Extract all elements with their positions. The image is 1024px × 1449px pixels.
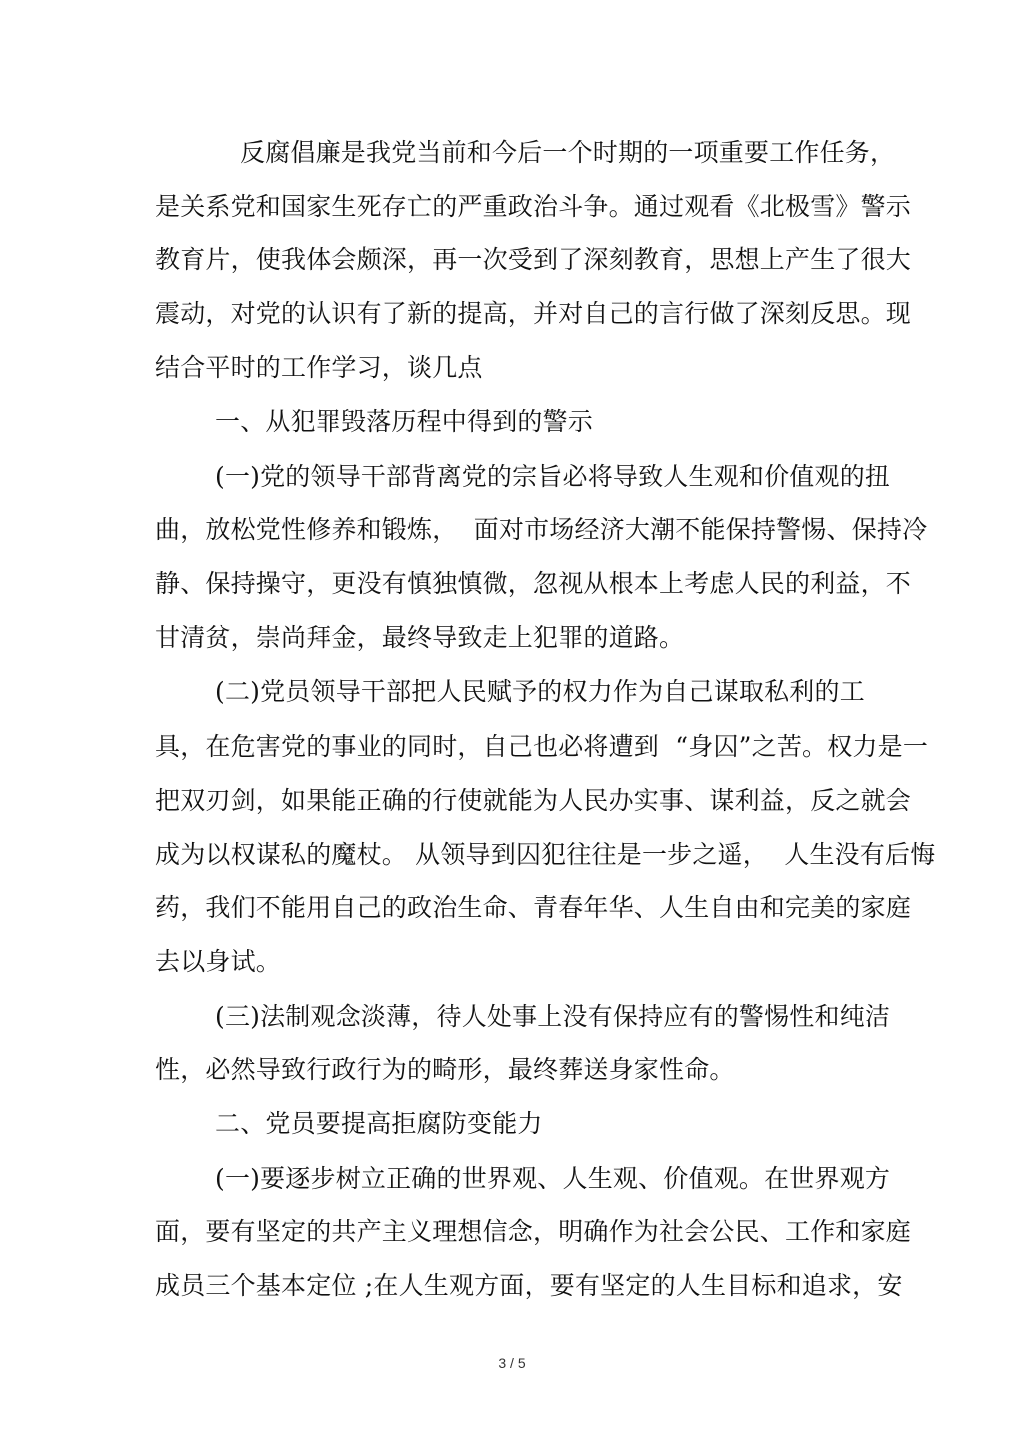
section-heading: 一、从犯罪毁落历程中得到的警示 xyxy=(215,407,594,436)
text-line: 成为以权谋私的魔杖。 从领导到囚犯往往是一步之遥， 人生没有后悔 xyxy=(155,840,936,869)
text-line: 药，我们不能用自己的政治生命、青春年华、人生自由和完美的家庭 xyxy=(155,893,912,922)
text-line: 是关系党和国家生死存亡的严重政治斗争。通过观看《北极雪》警示 xyxy=(155,192,912,221)
text-line: (一)党的领导干部背离党的宗旨必将导致人生观和价值观的扭 xyxy=(215,462,891,491)
text-line: 静、保持操守，更没有慎独慎微，忽视从根本上考虑人民的利益，不 xyxy=(155,569,912,598)
text-line: (二)党员领导干部把人民赋予的权力作为自己谋取私利的工 xyxy=(215,677,865,706)
text-line: 去以身试。 xyxy=(155,947,282,976)
text-line: 反腐倡廉是我党当前和今后一个时期的一项重要工作任务， xyxy=(240,138,896,167)
text-line: (三)法制观念淡薄，待人处事上没有保持应有的警惕性和纯洁 xyxy=(215,1002,891,1031)
text-line: (一)要逐步树立正确的世界观、人生观、价值观。在世界观方 xyxy=(215,1164,891,1193)
section-heading: 二、党员要提高拒腐防变能力 xyxy=(215,1109,543,1138)
text-line: 具，在危害党的事业的同时，自己也必将遭到 “身囚”之苦。权力是一 xyxy=(155,732,929,761)
page-number: 3 / 5 xyxy=(498,1355,526,1371)
text-line: 甘清贫，崇尚拜金，最终导致走上犯罪的道路。 xyxy=(155,623,685,652)
text-line: 成员三个基本定位 ;在人生观方面，要有坚定的人生目标和追求，安 xyxy=(155,1271,903,1300)
text-line: 震动，对党的认识有了新的提高，并对自己的言行做了深刻反思。现 xyxy=(155,299,912,328)
text-line: 把双刃剑，如果能正确的行使就能为人民办实事、谋利益，反之就会 xyxy=(155,786,912,815)
text-line: 教育片，使我体会颇深，再一次受到了深刻教育，思想上产生了很大 xyxy=(155,245,912,274)
text-line: 曲，放松党性修养和锻炼， 面对市场经济大潮不能保持警惕、保持冷 xyxy=(155,515,928,544)
text-line: 性，必然导致行政行为的畸形，最终葬送身家性命。 xyxy=(155,1055,735,1084)
text-line: 结合平时的工作学习，谈几点 xyxy=(155,353,483,382)
text-line: 面，要有坚定的共产主义理想信念，明确作为社会公民、工作和家庭 xyxy=(155,1217,912,1246)
